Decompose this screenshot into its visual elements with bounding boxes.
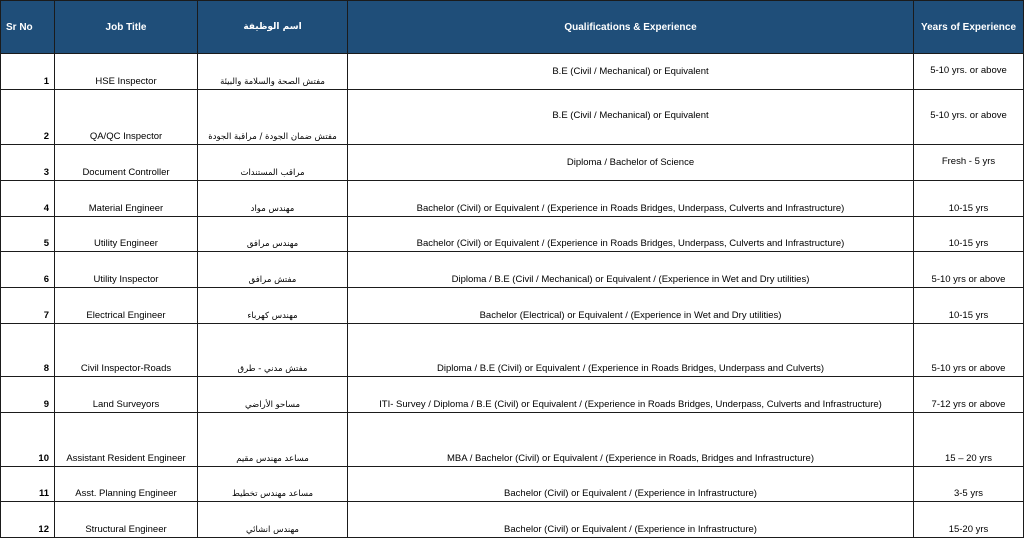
years-cell: 5-10 yrs or above: [914, 252, 1024, 288]
job-title-arabic-cell: مهندس مواد: [198, 181, 348, 217]
table-row: [1, 217, 1024, 252]
job-title-arabic-cell: مراقب المستندات: [198, 145, 348, 181]
header-job-title: Job Title: [55, 1, 198, 54]
sr-no-cell: 12: [1, 502, 55, 538]
sr-no-cell: 3: [1, 145, 55, 181]
job-title-arabic-cell: مفتش مرافق: [198, 252, 348, 288]
qualifications-cell: Bachelor (Civil) or Equivalent / (Experience in Roads Bridges, Underpass, Culverts and Infrastructure): [348, 181, 914, 217]
table-row: [1, 467, 1024, 502]
job-title-arabic-cell: مهندس مرافق: [198, 217, 348, 252]
qualifications-cell: Bachelor (Civil) or Equivalent / (Experience in Infrastructure): [348, 467, 914, 502]
qualifications-cell: Diploma / B.E (Civil) or Equivalent / (Experience in Roads Bridges, Underpass and Culverts): [348, 324, 914, 377]
table-row: [1, 145, 1024, 181]
years-cell: 5-10 yrs. or above: [914, 90, 1024, 145]
years-cell: 10-15 yrs: [914, 217, 1024, 252]
sr-no-cell: 5: [1, 217, 55, 252]
sr-no-cell: 2: [1, 90, 55, 145]
years-cell: 10-15 yrs: [914, 181, 1024, 217]
header-job-title-arabic: اسم الوظيفة: [198, 1, 348, 54]
header-row: [1, 1, 1024, 54]
job-title-cell: Material Engineer: [55, 181, 198, 217]
years-cell: 7-12 yrs or above: [914, 377, 1024, 413]
header-qualifications: Qualifications & Experience: [348, 1, 914, 54]
years-cell: Fresh - 5 yrs: [914, 145, 1024, 181]
qualifications-cell: ITI- Survey / Diploma / B.E (Civil) or Equivalent / (Experience in Roads Bridges, Underpass, Culverts and Infrastructure): [348, 377, 914, 413]
table-row: [1, 413, 1024, 467]
qualifications-cell: Bachelor (Civil) or Equivalent / (Experience in Infrastructure): [348, 502, 914, 538]
qualifications-cell: Diploma / B.E (Civil / Mechanical) or Equivalent / (Experience in Wet and Dry utilities): [348, 252, 914, 288]
table-row: [1, 90, 1024, 145]
table-row: [1, 377, 1024, 413]
years-cell: 10-15 yrs: [914, 288, 1024, 324]
sr-no-cell: 1: [1, 54, 55, 90]
qualifications-cell: B.E (Civil / Mechanical) or Equivalent: [348, 90, 914, 145]
job-title-arabic-cell: مفتش ضمان الجودة / مراقبة الجودة: [198, 90, 348, 145]
job-title-cell: Structural Engineer: [55, 502, 198, 538]
sr-no-cell: 10: [1, 413, 55, 467]
sr-no-cell: 9: [1, 377, 55, 413]
table-row: [1, 181, 1024, 217]
job-title-arabic-cell: مفتش مدني - طرق: [198, 324, 348, 377]
table-row: [1, 252, 1024, 288]
table-row: [1, 324, 1024, 377]
job-title-cell: QA/QC Inspector: [55, 90, 198, 145]
qualifications-cell: MBA / Bachelor (Civil) or Equivalent / (Experience in Roads, Bridges and Infrastructure): [348, 413, 914, 467]
job-title-arabic-cell: مهندس كهرباء: [198, 288, 348, 324]
qualifications-cell: Bachelor (Electrical) or Equivalent / (Experience in Wet and Dry utilities): [348, 288, 914, 324]
table-row: [1, 288, 1024, 324]
sr-no-cell: 4: [1, 181, 55, 217]
years-cell: 3-5 yrs: [914, 467, 1024, 502]
sr-no-cell: 6: [1, 252, 55, 288]
sr-no-cell: 8: [1, 324, 55, 377]
job-title-cell: Civil Inspector-Roads: [55, 324, 198, 377]
qualifications-cell: Diploma / Bachelor of Science: [348, 145, 914, 181]
header-years-of-experience: Years of Experience: [914, 1, 1024, 54]
sr-no-cell: 11: [1, 467, 55, 502]
table-row: [1, 502, 1024, 538]
job-title-cell: Assistant Resident Engineer: [55, 413, 198, 467]
job-title-cell: Electrical Engineer: [55, 288, 198, 324]
job-title-cell: Asst. Planning Engineer: [55, 467, 198, 502]
job-title-arabic-cell: مساعد مهندس مقيم: [198, 413, 348, 467]
job-title-cell: Land Surveyors: [55, 377, 198, 413]
qualifications-cell: B.E (Civil / Mechanical) or Equivalent: [348, 54, 914, 90]
qualifications-cell: Bachelor (Civil) or Equivalent / (Experience in Roads Bridges, Underpass, Culverts and Infrastructure): [348, 217, 914, 252]
sr-no-cell: 7: [1, 288, 55, 324]
job-title-arabic-cell: مساعد مهندس تخطيط: [198, 467, 348, 502]
table-row: [1, 54, 1024, 90]
years-cell: 5-10 yrs. or above: [914, 54, 1024, 90]
job-title-arabic-cell: مهندس انشائي: [198, 502, 348, 538]
years-cell: 15 – 20 yrs: [914, 413, 1024, 467]
job-title-cell: Utility Inspector: [55, 252, 198, 288]
job-title-cell: HSE Inspector: [55, 54, 198, 90]
header-sr-no: Sr No: [1, 1, 55, 54]
job-title-arabic-cell: مفتش الصحة والسلامة والبيئة: [198, 54, 348, 90]
years-cell: 15-20 yrs: [914, 502, 1024, 538]
job-title-arabic-cell: مساحو الأراضي: [198, 377, 348, 413]
job-title-cell: Document Controller: [55, 145, 198, 181]
job-title-cell: Utility Engineer: [55, 217, 198, 252]
years-cell: 5-10 yrs or above: [914, 324, 1024, 377]
